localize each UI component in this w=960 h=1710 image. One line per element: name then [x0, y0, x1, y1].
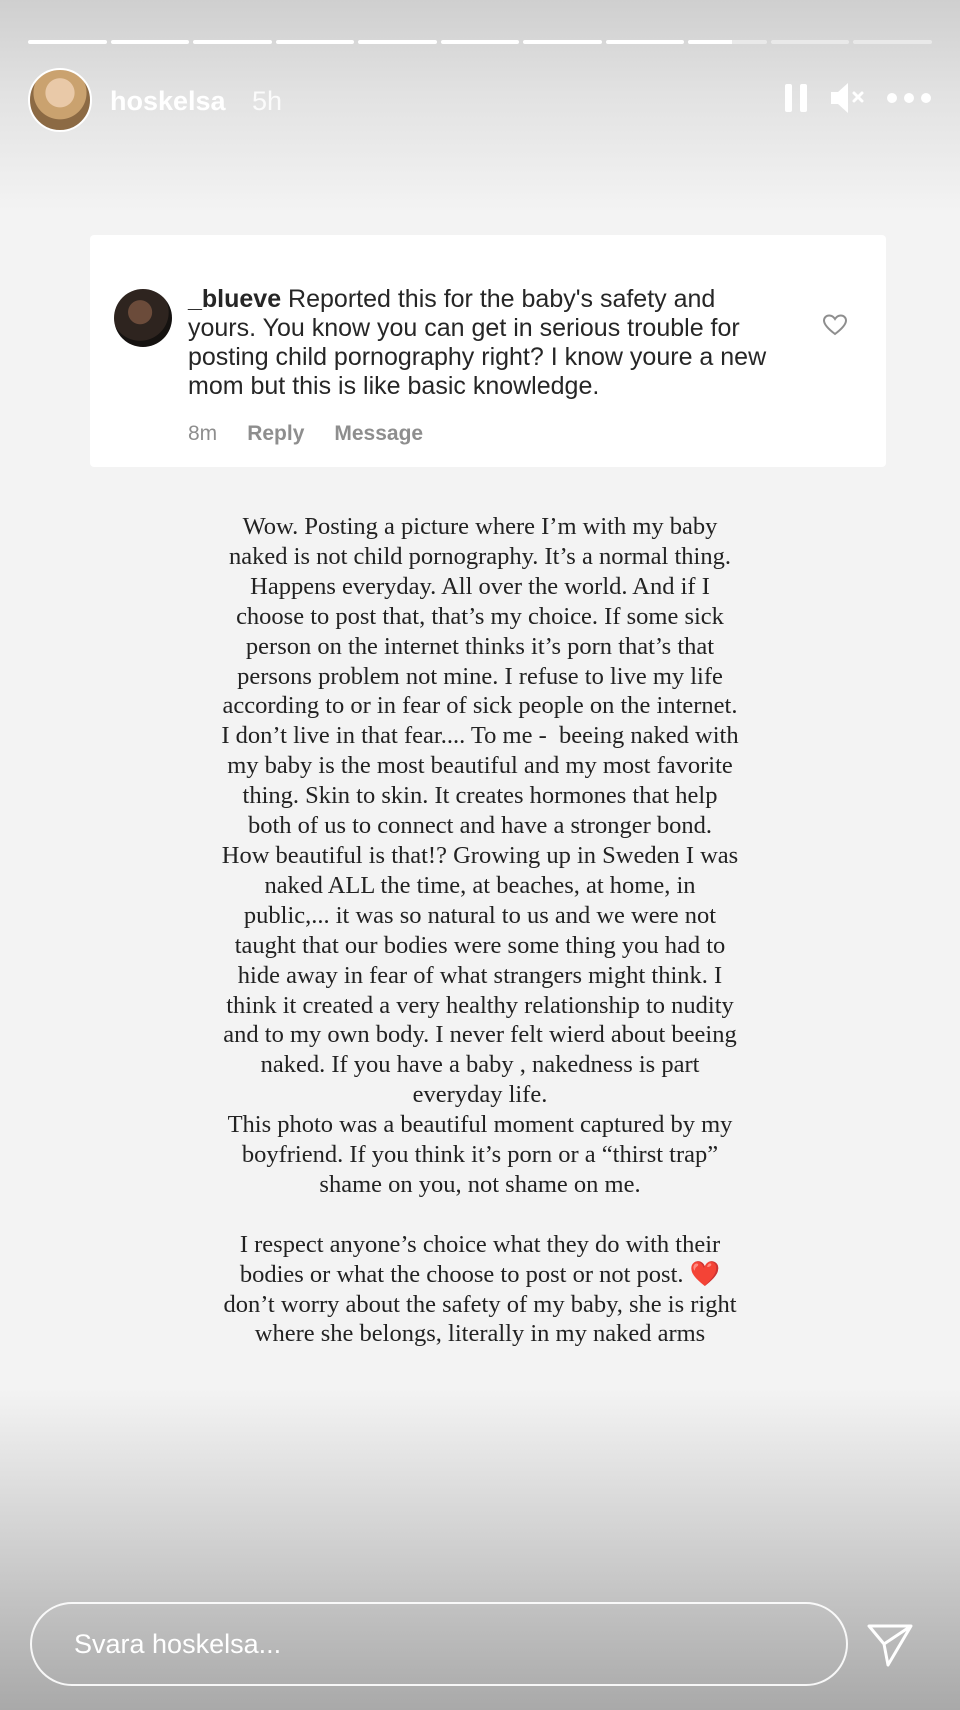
progress-fill [688, 40, 731, 44]
progress-segment [771, 40, 850, 44]
send-icon[interactable] [866, 1622, 914, 1668]
comment-card [90, 235, 886, 467]
heart-icon[interactable] [822, 313, 848, 337]
comment-reply-button[interactable]: Reply [247, 422, 305, 445]
commenter-avatar[interactable] [114, 289, 172, 347]
comment-message-button[interactable]: Message [334, 422, 424, 445]
progress-segment [688, 40, 767, 44]
commenter-username[interactable]: _blueve [188, 285, 282, 313]
progress-segment [523, 40, 602, 44]
pause-icon[interactable] [782, 81, 810, 115]
progress-segment [111, 40, 190, 44]
mute-icon[interactable] [828, 80, 868, 116]
story-header [28, 68, 932, 138]
post-time: 5h [252, 86, 283, 116]
progress-segment [358, 40, 437, 44]
progress-segment [853, 40, 932, 44]
progress-segment [276, 40, 355, 44]
comment-body: Reported this for the baby's safety and yours. You know you can get in serious trouble for posting child pornography right? I know youre a new mom but this is like basic knowledge. [188, 285, 767, 400]
comment-meta [188, 422, 423, 446]
progress-segment [606, 40, 685, 44]
avatar[interactable] [28, 68, 92, 132]
comment-time: 8m [188, 422, 218, 445]
comment-text [188, 285, 788, 401]
progress-segment [441, 40, 520, 44]
progress-segment [28, 40, 107, 44]
story-caption: Wow. Posting a picture where I’m with my baby naked is not child pornography. It’s a normal thing. Happens everyday. All over the world. And if I choose to post that, that’s my choice. If some sick person on the internet thinks it’s porn that’s that persons problem not mine. I refuse to live my life according to or in fear of sick people on the internet. I don’t live in that fear.... To me - beeing naked with my baby is the most beautiful and my most favorite thing. Skin to skin. It creates hormones that help both of us to connect and have a stronger bond. How beautiful is that!? Growing up in Sweden I was naked ALL the time, at beaches, at home, in public,... it was so natural to us and we were not taught that our bodies were some thing you had to hide away in fear of what strangers might think. I think it created a very healthy relationship to nudity and to my own body. I never felt wierd about beeing naked. If you have a baby , nakedness is part everyday life. This photo was a beautiful moment captured by my boyfriend. If you think it’s porn or a “thirst trap” shame on you, not shame on me. I respect anyone’s choice what they do with their bodies or what the choose to post or not post. ❤️ don’t worry about the safety of my baby, she is right where she belongs, literally in my naked arms [221, 513, 739, 1348]
header-controls [782, 80, 932, 116]
progress-segment [193, 40, 272, 44]
story-progress-bar [28, 40, 932, 44]
reply-input[interactable]: Svara hoskelsa... [30, 1602, 848, 1686]
username[interactable]: hoskelsa [110, 86, 226, 116]
more-icon[interactable] [886, 90, 932, 106]
